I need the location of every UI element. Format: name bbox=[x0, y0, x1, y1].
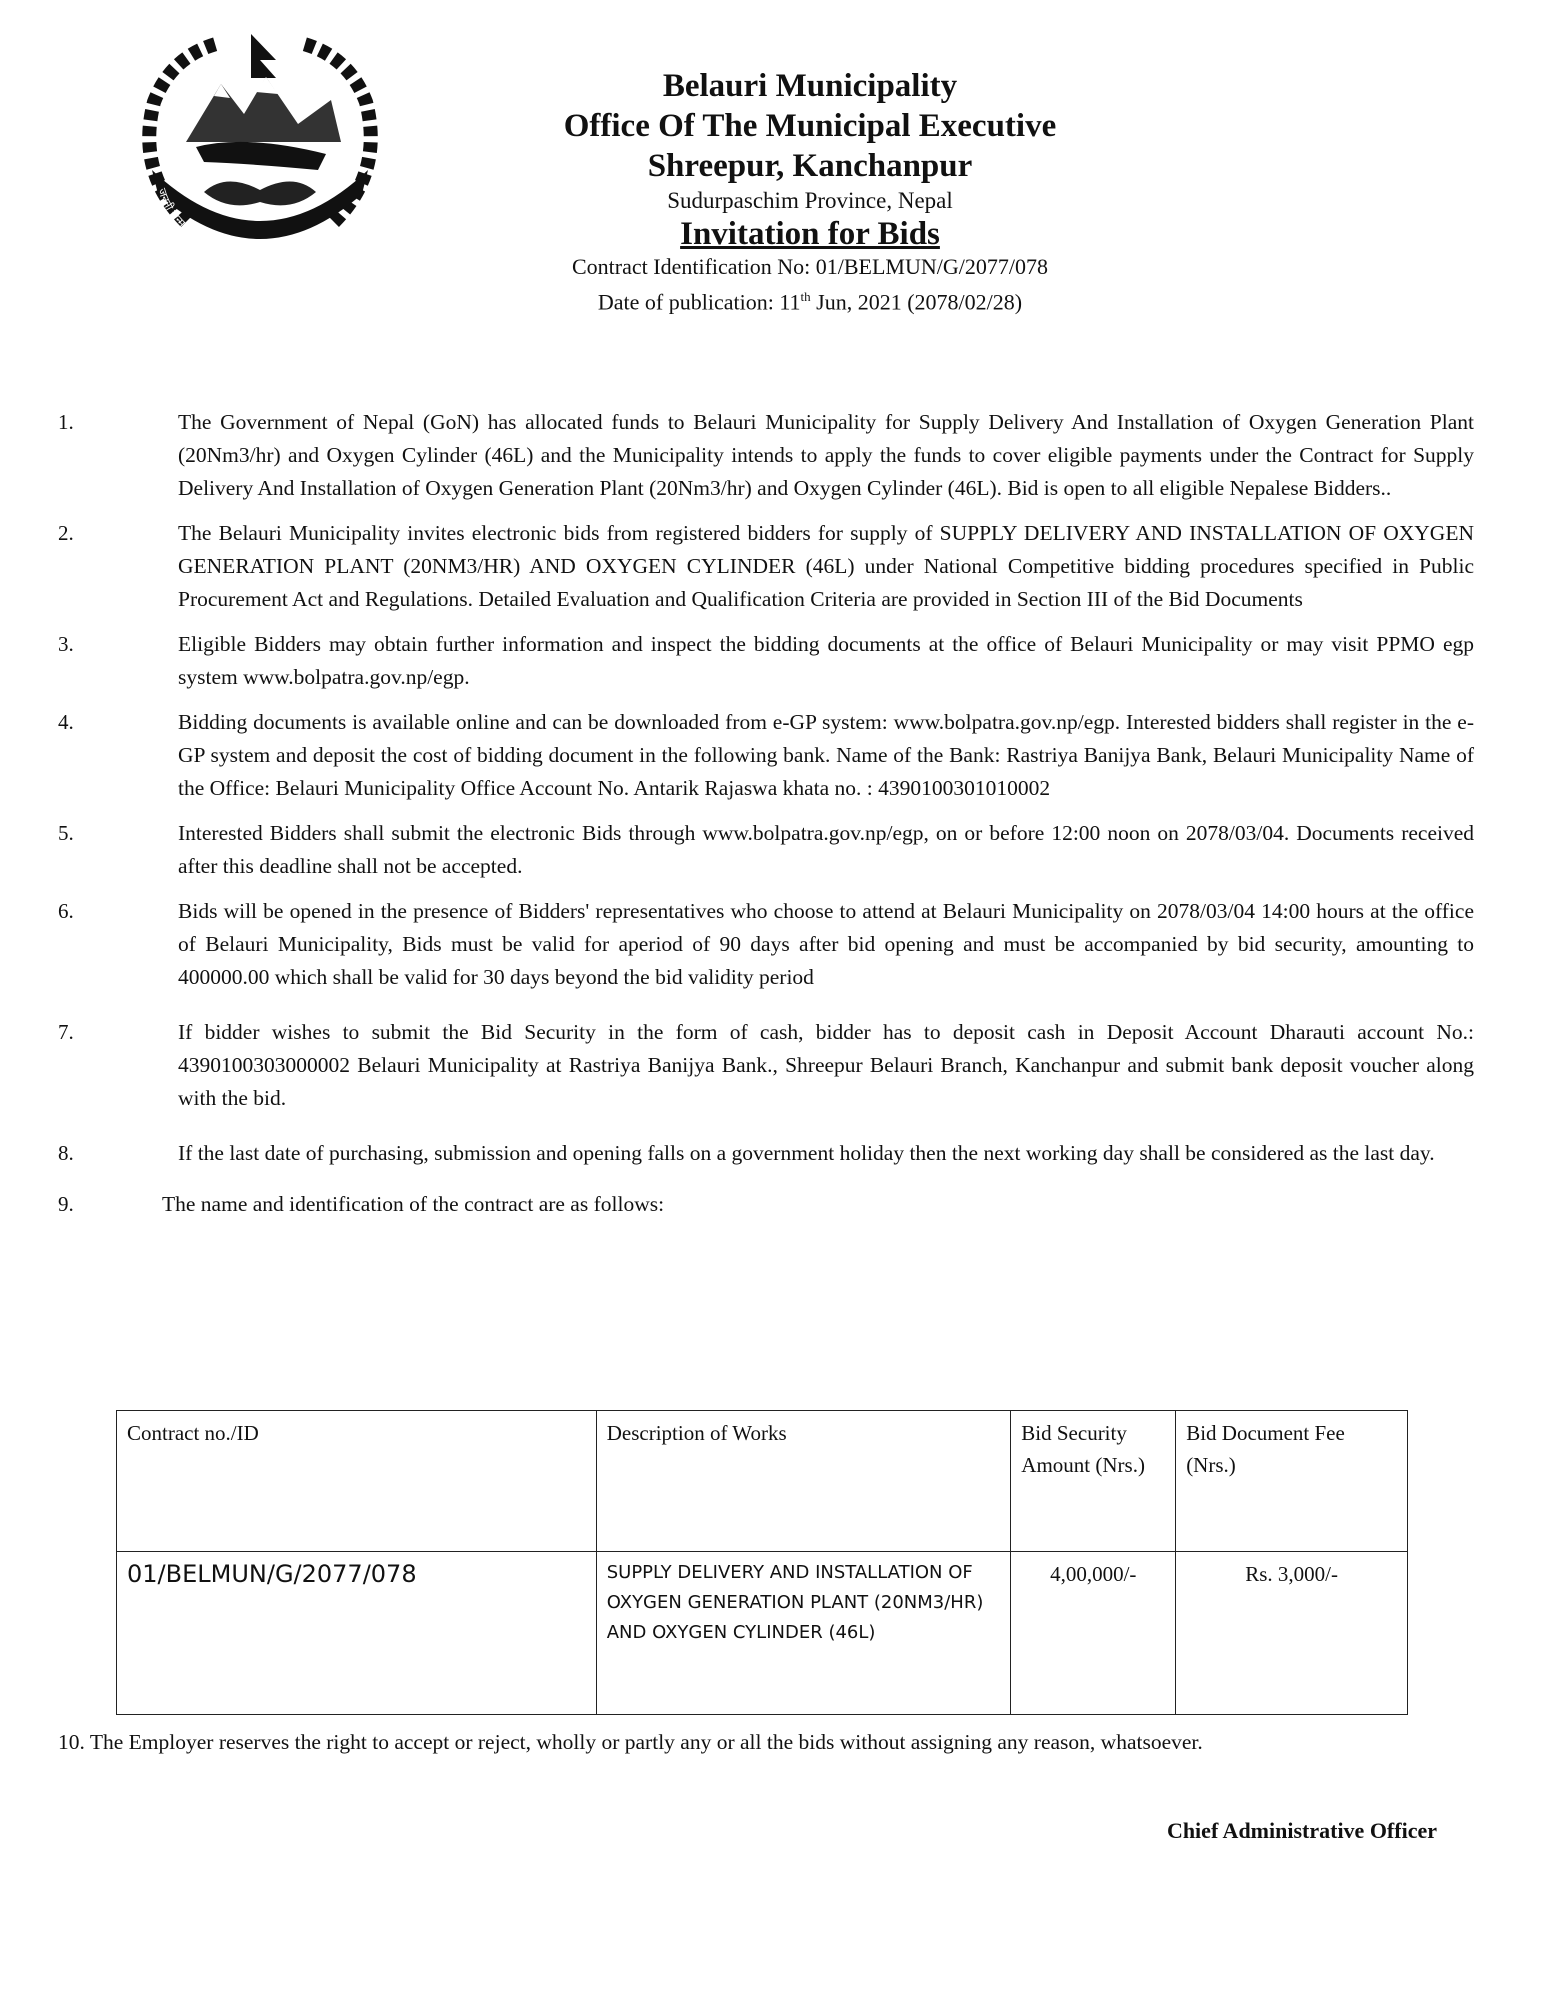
item-text: Eligible Bidders may obtain further information and inspect the bidding documents at the office of Belauri Municipality or may visit PPMO egp system www.bolpatra.gov.np/egp. bbox=[178, 632, 1474, 689]
list-item bbox=[58, 895, 1474, 994]
svg-text:जननी जन्मभूमिश्च स्वर्गादपि गर: जननी जन्मभूमिश्च स्वर्गादपि गरीयसी bbox=[155, 186, 275, 262]
list-item bbox=[58, 406, 1474, 505]
item-text: The Belauri Municipality invites electronic bids from registered bidders for supply of SUPPLY DELIVERY AND INSTALLATION OF OXYGEN GENERATION PLANT (20NM3/HR) AND OXYGEN CYLINDER (46L) under National Competitive bidding procedures specified in Public Procurement Act and Regulations. Detailed Evaluation and Qualification Criteria are provided in Section III of the Bid Documents bbox=[178, 521, 1474, 611]
government-emblem bbox=[126, 22, 394, 262]
column-header: Contract no./ID bbox=[117, 1411, 597, 1552]
list-item bbox=[58, 517, 1474, 616]
list-item bbox=[58, 628, 1474, 694]
item-number: 2. bbox=[58, 521, 74, 545]
item-number: 7. bbox=[58, 1020, 74, 1044]
item-number: 6. bbox=[58, 899, 74, 923]
publication-rest: Jun, 2021 (2078/02/28) bbox=[816, 289, 1023, 315]
nepal-government-emblem-icon bbox=[126, 22, 394, 262]
list-item bbox=[58, 1188, 1474, 1221]
contract-id-value: 01/BELMUN/G/2077/078 bbox=[815, 254, 1048, 279]
item-text: Bidding documents is available online and can be downloaded from e-GP system: www.bolpatra.gov.np/egp. Interested bidders shall register in the e-GP system and deposit the cost of bidding document in the following bank. Name of the Bank: Rastriya Banijya Bank, Belauri Municipality Name of the Office: Belauri Municipality Office Account No. Antarik Rajaswa khata no. : 4390100301010002 bbox=[178, 710, 1474, 800]
list-item bbox=[58, 1016, 1474, 1115]
publication-day-suffix: th bbox=[800, 289, 811, 304]
publication-date bbox=[400, 282, 1220, 317]
contract-identification bbox=[400, 252, 1220, 282]
item-number: 5. bbox=[58, 821, 74, 845]
item-number: 8. bbox=[58, 1141, 74, 1165]
item-text: Interested Bidders shall submit the electronic Bids through www.bolpatra.gov.np/egp, on or before 12:00 noon on 2078/03/04. Documents received after this deadline shall not be accepted. bbox=[178, 821, 1474, 878]
item-number: 9. bbox=[58, 1192, 74, 1216]
organization-name: Belauri Municipality bbox=[662, 68, 958, 104]
letter-header bbox=[400, 66, 1220, 317]
item-text: Bids will be opened in the presence of Bidders' representatives who choose to attend at Belauri Municipality on 2078/03/04 14:00 hours at the office of Belauri Municipality, Bids must be valid for aperiod of 90 days after bid opening and must be accompanied by bid security, amounting to 400000.00 which shall be valid for 30 days beyond the bid validity period bbox=[178, 899, 1474, 989]
list-item bbox=[58, 1137, 1474, 1170]
page-title: Invitation for Bids bbox=[680, 216, 940, 252]
publication-day: 11 bbox=[779, 289, 801, 315]
bid-clauses bbox=[58, 406, 1474, 1233]
reservation-clause: 10. The Employer reserves the right to accept or reject, wholly or partly any or all the bids without assigning any reason, whatsoever. bbox=[58, 1730, 1203, 1754]
table-header-row bbox=[117, 1411, 1408, 1552]
item-text: The Government of Nepal (GoN) has allocated funds to Belauri Municipality for Supply Delivery And Installation of Oxygen Generation Plant (20Nm3/hr) and Oxygen Cylinder (46L) and the Municipality intends to apply the funds to cover eligible payments under the Contract for Supply Delivery And Installation of Oxygen Generation Plant (20Nm3/hr) and Oxygen Cylinder (46L). Bid is open to all eligible Nepalese Bidders.. bbox=[178, 410, 1474, 500]
province: Sudurpaschim Province, Nepal bbox=[667, 188, 953, 213]
publication-label: Date of publication: bbox=[597, 289, 774, 315]
column-header: Description of Works bbox=[596, 1411, 1011, 1552]
item-number: 3. bbox=[58, 632, 74, 656]
contract-table bbox=[116, 1410, 1408, 1715]
document-fee-cell: Rs. 3,000/- bbox=[1176, 1552, 1408, 1715]
item-text: The name and identification of the contract are as follows: bbox=[162, 1192, 665, 1216]
contract-id-label: Contract Identification No: bbox=[572, 254, 811, 279]
column-header: Bid Document Fee (Nrs.) bbox=[1176, 1411, 1408, 1552]
bid-security-cell: 4,00,000/- bbox=[1011, 1552, 1176, 1715]
table-row bbox=[117, 1552, 1408, 1715]
signature-title: Chief Administrative Officer bbox=[1166, 1818, 1437, 1843]
list-item bbox=[58, 706, 1474, 805]
description-cell: SUPPLY DELIVERY AND INSTALLATION OF OXYGEN GENERATION PLANT (20NM3/HR) AND OXYGEN CYLINDER (46L) bbox=[596, 1552, 1011, 1715]
item-text: If the last date of purchasing, submission and opening falls on a government holiday then the next working day shall be considered as the last day. bbox=[178, 1141, 1435, 1165]
office-name: Office Of The Municipal Executive bbox=[563, 108, 1057, 144]
item-number: 4. bbox=[58, 710, 74, 734]
office-location: Shreepur, Kanchanpur bbox=[647, 148, 973, 184]
list-item bbox=[58, 817, 1474, 883]
item-text: If bidder wishes to submit the Bid Security in the form of cash, bidder has to deposit cash in Deposit Account Dharauti account No.: 4390100303000002 Belauri Municipality at Rastriya Banijya Bank., Shreepur Belauri Branch, Kanchanpur and submit bank deposit voucher along with the bid. bbox=[178, 1020, 1474, 1110]
column-header: Bid Security Amount (Nrs.) bbox=[1011, 1411, 1176, 1552]
contract-id-cell: 01/BELMUN/G/2077/078 bbox=[117, 1552, 597, 1715]
item-number: 1. bbox=[58, 410, 74, 434]
